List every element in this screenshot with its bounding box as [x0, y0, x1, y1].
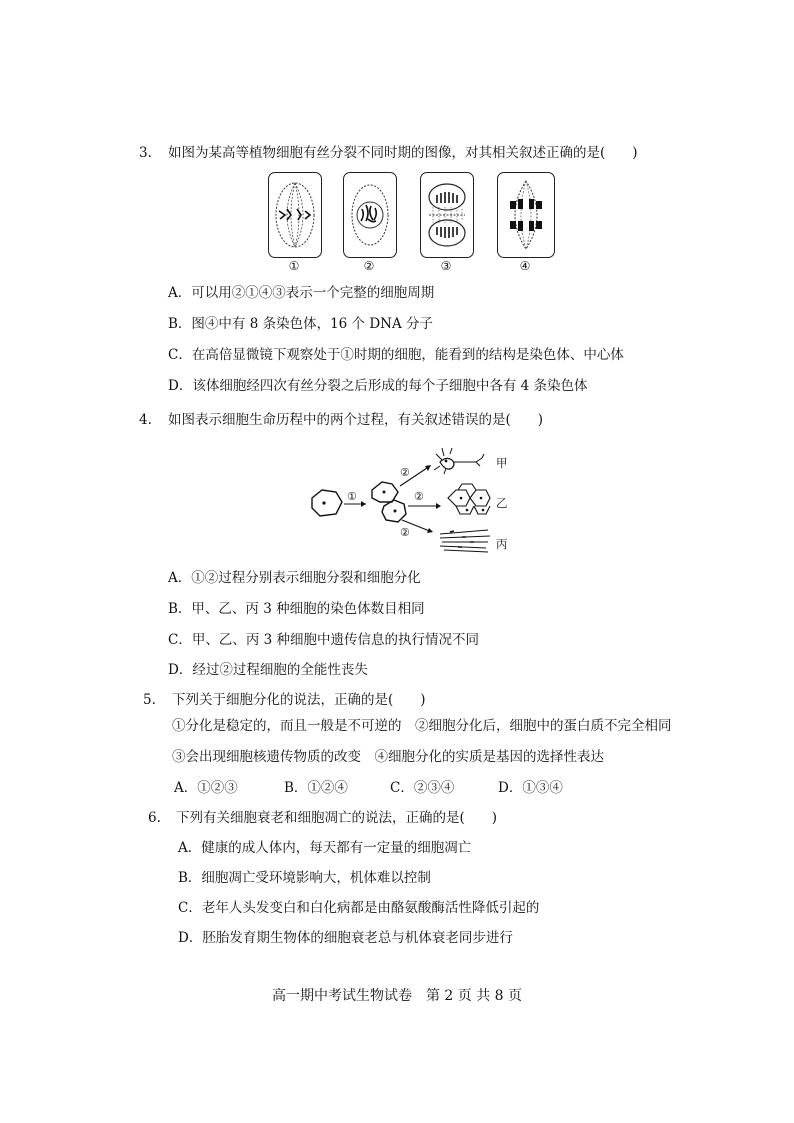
mitosis-panel-2	[343, 172, 397, 258]
q4-option-b: B．甲、乙、丙 3 种细胞的染色体数目相同	[168, 601, 425, 617]
panel-label-1: ①	[288, 259, 300, 273]
q3-option-c: C．在高倍显微镜下观察处于①时期的细胞，能看到的结构是染色体、中心体	[168, 347, 624, 363]
q4-option-a: A．①②过程分别表示细胞分裂和细胞分化	[168, 570, 421, 586]
q6-option-b: B．细胞凋亡受环境影响大，机体难以控制	[178, 870, 431, 886]
q5-statement-line-2: ③会出现细胞核遗传物质的改变 ④细胞分化的实质是基因的选择性表达	[172, 749, 604, 765]
mitosis-panel-3	[420, 172, 474, 258]
q4-stem: 如图表示细胞生命历程中的两个过程，有关叙述错误的是( )	[168, 412, 544, 428]
anaphase-figure-icon	[498, 173, 554, 257]
prophase-figure-icon	[344, 173, 396, 257]
q5-number: 5.	[143, 692, 156, 708]
q3-stem: 如图为某高等植物细胞有丝分裂不同时期的图像，对其相关叙述正确的是( )	[168, 145, 638, 161]
diagram-step-2-mid: ②	[414, 490, 424, 503]
q6-option-c: C．老年人头发变白和白化病都是由酪氨酸酶活性降低引起的	[178, 900, 540, 916]
q6-stem: 下列有关细胞衰老和细胞凋亡的说法，正确的是( )	[176, 810, 498, 826]
q6-option-d: D．胚胎发育期生物体的细胞衰老总与机体衰老同步进行	[178, 930, 513, 946]
q3-option-a: A．可以用②①④③表示一个完整的细胞周期	[168, 285, 435, 301]
q5-option-b: B．①②④	[284, 780, 348, 796]
mitosis-panel-4	[497, 172, 555, 258]
q4-option-c: C．甲、乙、丙 3 种细胞中遗传信息的执行情况不同	[168, 632, 480, 648]
spindle-figure-icon	[269, 173, 321, 257]
page-footer: 高一期中考试生物试卷 第 2 页 共 8 页	[271, 988, 523, 1004]
q3-option-d: D．该体细胞经四次有丝分裂之后形成的每个子细胞中各有 4 条染色体	[168, 378, 588, 394]
q5-stem: 下列关于细胞分化的说法，正确的是( )	[172, 692, 426, 708]
q4-option-d: D．经过②过程细胞的全能性丧失	[168, 662, 368, 678]
q5-option-c: C．②③④	[390, 780, 455, 796]
panel-label-3: ③	[440, 259, 452, 273]
panel-label-2: ②	[363, 259, 375, 273]
mitosis-panel-1	[268, 172, 322, 258]
q4-number: 4.	[139, 412, 152, 428]
panel-label-4: ④	[519, 259, 531, 273]
label-bing: 丙	[496, 537, 508, 551]
q5-option-a: A．①②③	[174, 780, 238, 796]
q5-statement-line-1: ①分化是稳定的，而且一般是不可逆的 ②细胞分化后，细胞中的蛋白质不完全相同	[172, 718, 672, 734]
q5-option-d: D．①③④	[498, 780, 563, 796]
diagram-step-1: ①	[347, 490, 357, 503]
telophase-figure-icon	[421, 173, 473, 257]
label-yi: 乙	[496, 496, 508, 510]
diagram-step-2-bottom: ②	[400, 526, 410, 539]
label-jia: 甲	[496, 456, 508, 470]
q6-option-a: A．健康的成人体内，每天都有一定量的细胞凋亡	[178, 840, 472, 856]
q3-number: 3.	[139, 145, 152, 161]
diagram-step-2-top: ②	[400, 466, 410, 479]
q3-option-b: B．图④中有 8 条染色体，16 个 DNA 分子	[168, 316, 434, 332]
q6-number: 6.	[148, 810, 161, 826]
